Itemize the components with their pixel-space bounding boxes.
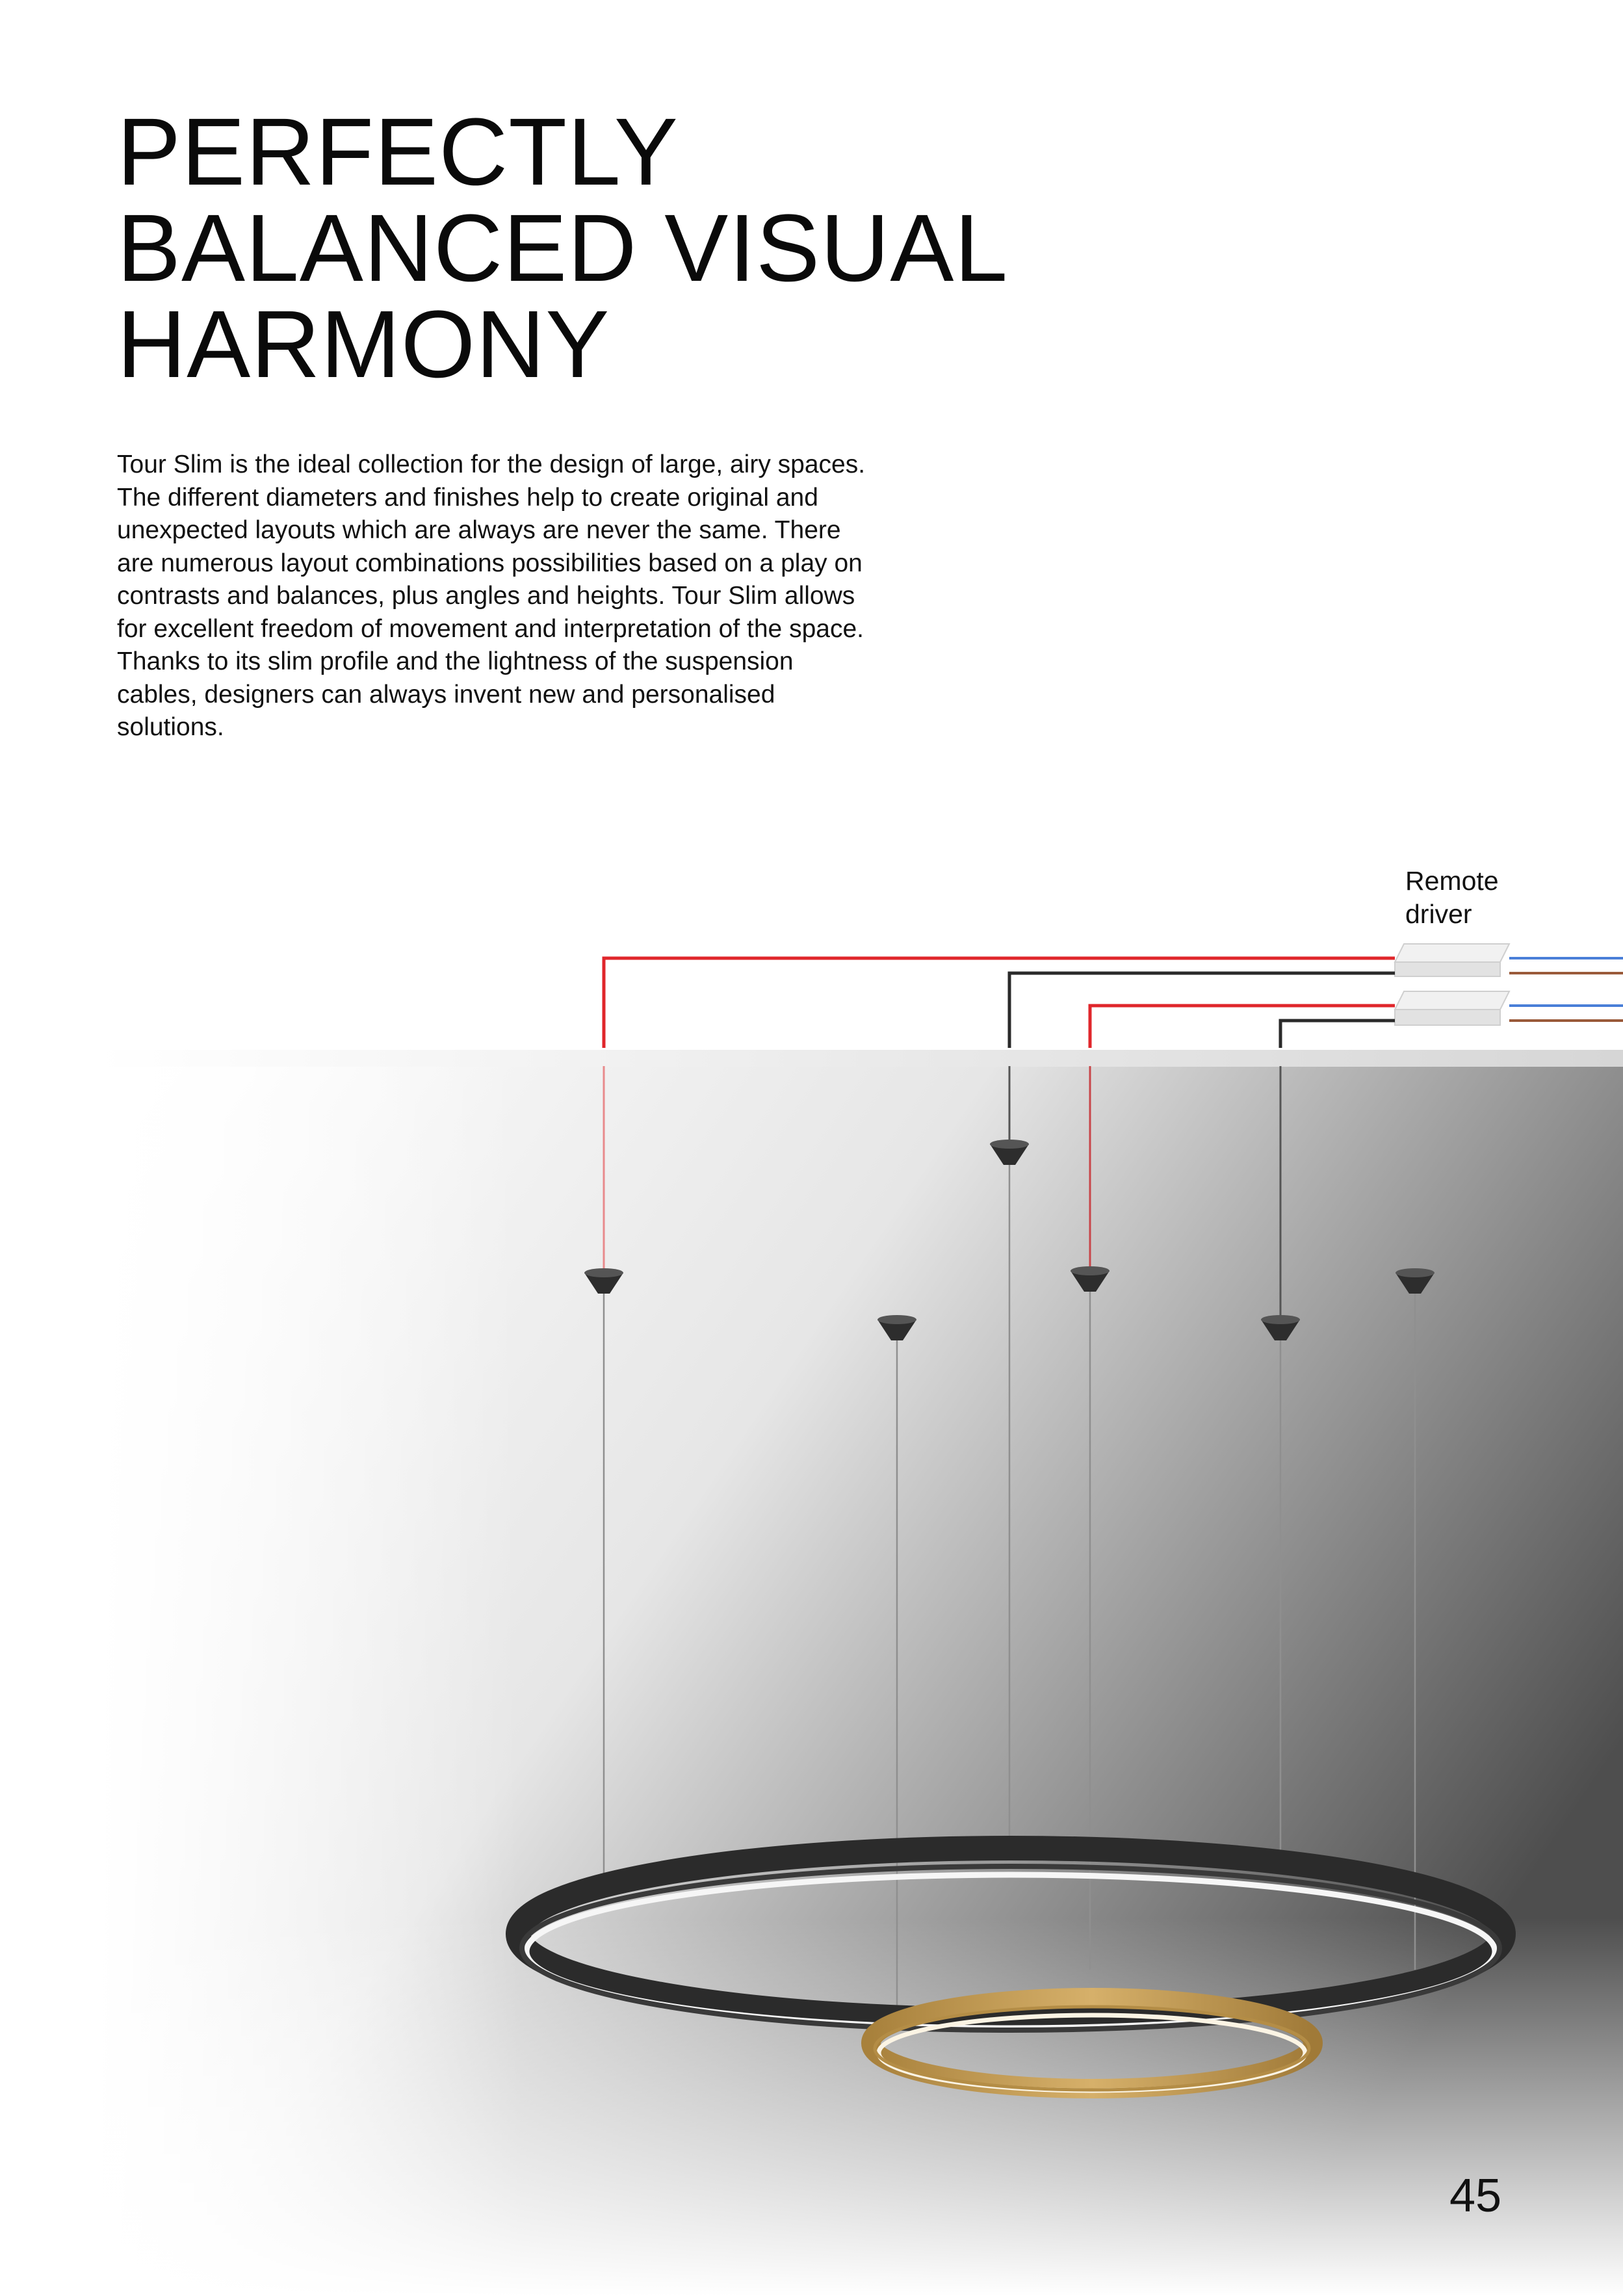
ceiling-slab bbox=[97, 1050, 1623, 1067]
intro-line: contrasts and balances, plus angles and heights. Tour Slim allows bbox=[117, 582, 855, 610]
feed-cable-red-2 bbox=[1090, 1006, 1395, 1048]
feed-cable-black-2 bbox=[1280, 1021, 1395, 1048]
floor-fade bbox=[97, 1918, 1623, 2296]
intro-line: cables, designers can always invent new and personalised bbox=[117, 680, 775, 709]
intro-line: are numerous layout combinations possibilities based on a play on bbox=[117, 549, 863, 577]
driver-label-line-2: driver bbox=[1405, 899, 1472, 929]
title-line-3: HARMONY bbox=[117, 291, 610, 398]
intro-line: Tour Slim is the ideal collection for the design of large, airy spaces. bbox=[117, 450, 866, 478]
intro-line: The different diameters and finishes help to create original and bbox=[117, 483, 818, 512]
remote-driver-label bbox=[1405, 865, 1535, 931]
feed-cable-black-1 bbox=[1009, 973, 1395, 1048]
intro-line: for excellent freedom of movement and interpretation of the space. bbox=[117, 614, 864, 643]
remote-driver-1 bbox=[1395, 944, 1509, 976]
driver-label-line-1: Remote bbox=[1405, 866, 1499, 896]
page-number: 45 bbox=[1449, 2170, 1502, 2222]
title-line-2: BALANCED VISUAL bbox=[117, 195, 1009, 302]
intro-line: solutions. bbox=[117, 713, 224, 741]
intro-line: Thanks to its slim profile and the lightness of the suspension bbox=[117, 647, 794, 675]
title-line-1: PERFECTLY bbox=[117, 99, 679, 205]
intro-line: unexpected layouts which are always are never the same. There bbox=[117, 516, 841, 544]
remote-driver-2 bbox=[1395, 991, 1509, 1025]
